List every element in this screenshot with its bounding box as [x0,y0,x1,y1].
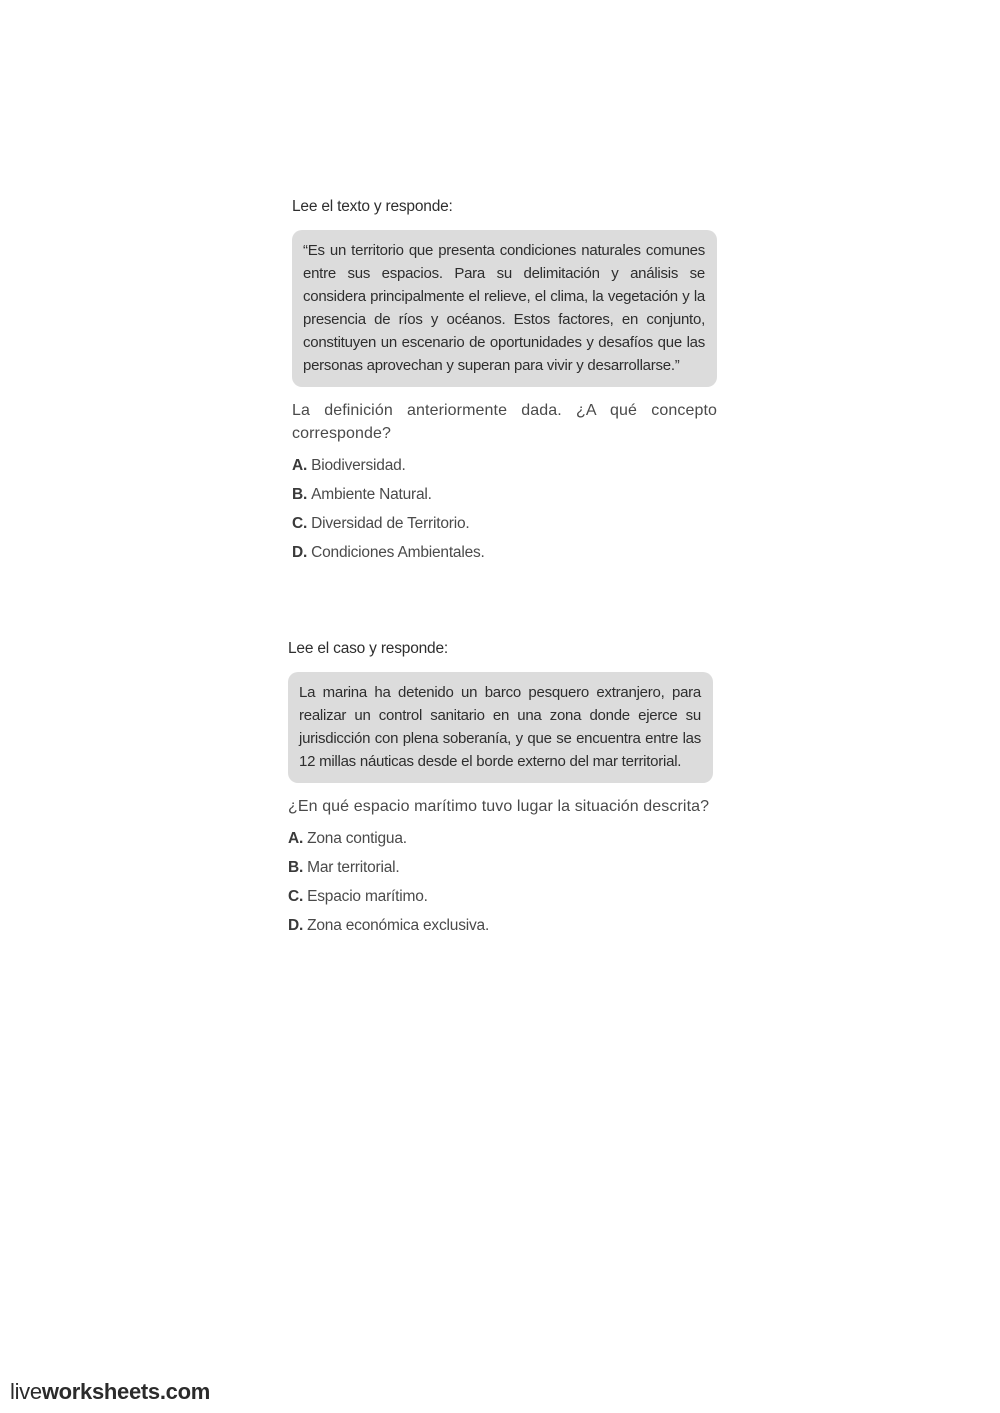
option-text: Condiciones Ambientales. [311,544,485,561]
option-letter: B. [292,486,308,503]
option-text: Mar territorial. [307,859,400,876]
option-letter: C. [288,888,304,905]
options-list-1 [292,451,717,567]
option-text: Zona económica exclusiva. [307,917,490,934]
option-text: Espacio marítimo. [307,888,428,905]
option-2d[interactable] [288,911,713,940]
question-section-2 [288,640,713,940]
question-1: La definición anteriormente dada. ¿A qué concepto corresponde? [292,402,717,442]
instruction-1: Lee el texto y responde: [292,198,453,215]
option-text: Diversidad de Territorio. [311,515,470,532]
options-list-2 [288,824,713,940]
instruction-2: Lee el caso y responde: [288,640,448,657]
option-1b[interactable] [292,480,717,509]
option-letter: D. [288,917,304,934]
option-text: Biodiversidad. [311,457,406,474]
passage-box-2: La marina ha detenido un barco pesquero extranjero, para realizar un control sanitario en una zona donde ejerce su jurisdicción con plena soberanía, y que se encuentra entre las 12 millas náuticas desde el borde externo del mar territorial. [288,672,713,783]
option-text: Zona contigua. [307,830,407,847]
option-letter: B. [288,859,304,876]
option-2c[interactable] [288,882,713,911]
liveworksheets-logo [10,1379,210,1405]
option-letter: C. [292,515,308,532]
option-letter: A. [288,830,304,847]
option-2a[interactable] [288,824,713,853]
question-2: ¿En qué espacio marítimo tuvo lugar la situación descrita? [288,798,710,815]
logo-bold-text: worksheets.com [41,1379,211,1404]
option-1a[interactable] [292,451,717,480]
option-1d[interactable] [292,538,717,567]
option-letter: A. [292,457,308,474]
option-text: Ambiente Natural. [311,486,432,503]
option-2b[interactable] [288,853,713,882]
question-section-1 [292,198,717,567]
option-1c[interactable] [292,509,717,538]
passage-box-1: “Es un territorio que presenta condiciones naturales comunes entre sus espacios. Para su delimitación y análisis se considera principalmente el relieve, el clima, la vegetación y la presencia de ríos y océanos. Estos factores, en conjunto, constituyen un escenario de oportunidades y desafíos que las personas aprovechan y superan para vivir y desarrollarse.” [292,230,717,387]
option-letter: D. [292,544,308,561]
logo-light-text: live [10,1379,42,1404]
